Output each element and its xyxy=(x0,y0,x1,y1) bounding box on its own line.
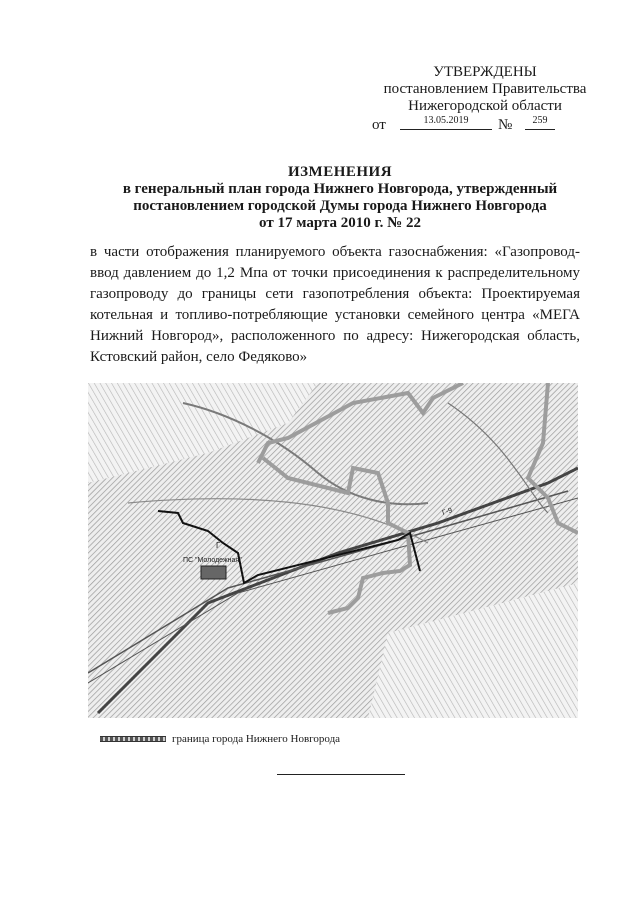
approval-line-1: постановлением Правительства xyxy=(383,81,587,97)
pipeline-label: Г xyxy=(216,541,221,550)
substation-marker xyxy=(201,566,226,579)
road-label: Г-9 xyxy=(441,507,454,517)
approval-date-row xyxy=(360,115,610,135)
body-paragraph: в части отображения планируемого объекта газоснабжения: «Газопровод-ввод давлением до 1,2 Мпа от точки присоединения к распределительному газопроводу до границы сети газопотребления объекта: Проектируемая котельная и топливо-потребляющие установки семейного центра «МЕГА Нижний Новгород», расположенного по адресу: Нижегородская область, Кстовский район, село Федяково» xyxy=(90,244,580,365)
approval-block xyxy=(360,64,610,135)
boundary-swatch xyxy=(100,736,166,742)
heading-line-3: от 17 марта 2010 г. № 22 xyxy=(259,215,421,231)
from-label: от xyxy=(372,117,386,133)
approved-stamp: УТВЕРЖДЕНЫ xyxy=(433,64,537,80)
document-heading xyxy=(60,164,620,232)
site-map xyxy=(88,383,578,718)
date-underline xyxy=(400,129,492,130)
approval-line-2: Нижегородской области xyxy=(408,98,562,114)
number-label: № xyxy=(498,117,513,133)
legend-label: граница города Нижнего Новгорода xyxy=(172,733,341,745)
heading-line-1: в генеральный план города Нижнего Новгорода, утвержденный xyxy=(122,181,558,197)
heading-title: ИЗМЕНЕНИЯ xyxy=(287,164,393,180)
number-underline xyxy=(525,129,555,130)
date-value: 13.05.2019 xyxy=(423,115,469,126)
closing-divider xyxy=(277,774,405,775)
map-legend xyxy=(100,733,340,745)
substation-label: ПС "Молодежная" xyxy=(183,557,242,564)
heading-line-2: постановлением городской Думы города Нижнего Новгорода xyxy=(133,198,547,214)
number-value: 259 xyxy=(532,115,548,126)
